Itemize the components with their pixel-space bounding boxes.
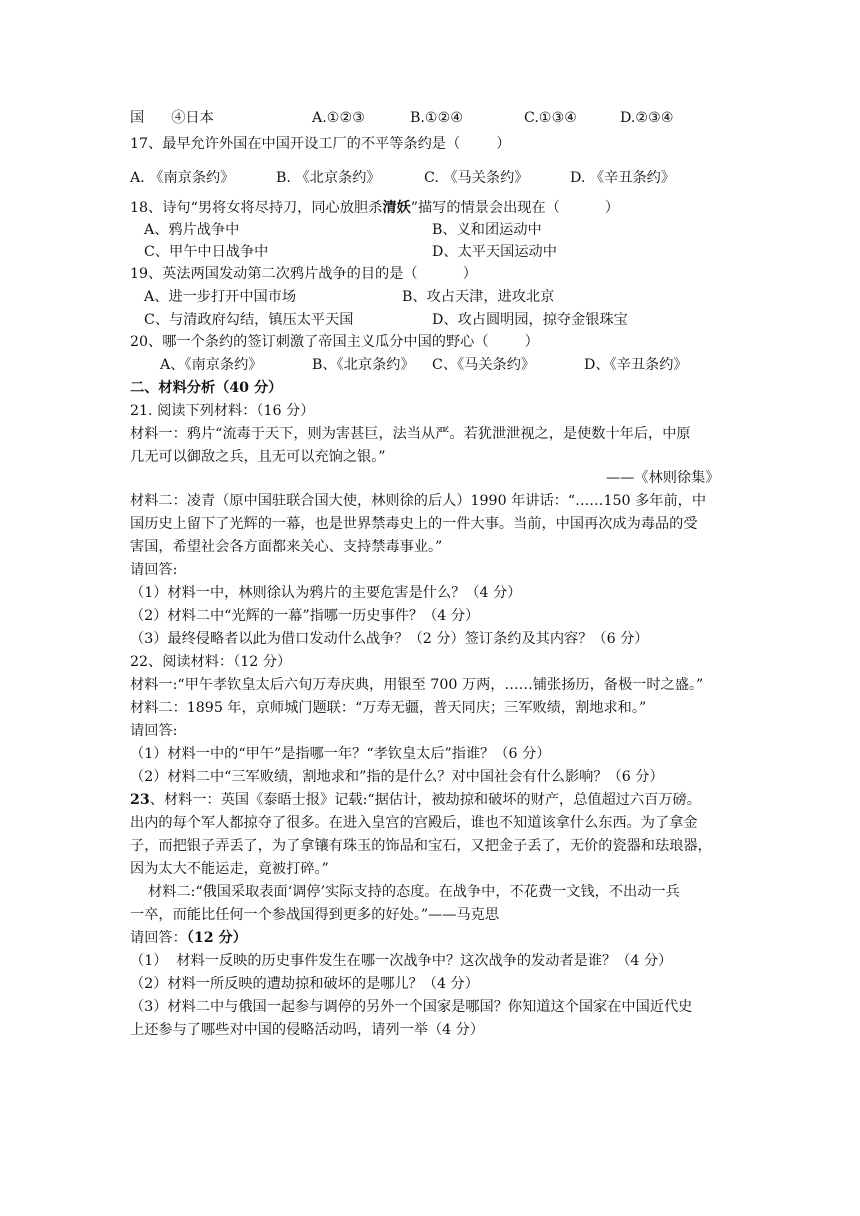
q23-sub-1: （1） 材料一反映的历史事件发生在哪一次战争中？这次战争的发动者是谁？（4 分） [130,953,673,969]
q21-material-2-line-1: 材料二：凌青（原中国驻联合国大使，林则徐的后人）1990 年讲话：“……150 多年前，中 [130,493,707,509]
q21-prompt: 请回答: [130,562,178,578]
q23-points: （12 分） [186,930,247,946]
q23-material-2-line-1: 材料二:“俄国采取表面‘调停’实际支持的态度。在战争中，不花费一文钱，不出动一兵 [148,884,680,900]
q16-choice-a: A.①②③ [312,110,365,126]
q17-choice-b: B. 《北京条约》 [276,170,381,186]
q21-sub-1: （1）材料一中，林则徐认为鸦片的主要危害是什么？（4 分） [130,585,522,601]
q21-sub-2: （2）材料二中“光辉的一幕”指哪一历史事件？（4 分） [130,608,480,624]
q16-option-tail: 国 ④日本 [130,110,214,126]
q21-source: ——《林则徐集》 [606,470,720,486]
q22-heading: 22、阅读材料：（12 分） [130,654,292,670]
q22-sub-2: （2）材料二中“三军败绩，割地求和”指的是什么？对中国社会有什么影响？（6 分） [130,769,664,785]
q21-material-2-line-3: 害国，希望社会各方面都来关心、支持禁毒事业。” [130,539,443,555]
q19-choice-d: D、攻占圆明园，掠夺金银珠宝 [432,312,628,328]
q19-choice-a: A、进一步打开中国市场 [144,289,297,305]
q20-choice-b: B、《北京条约》 [312,357,415,373]
q16-choice-c: C.①③④ [524,110,578,126]
q19-choice-b: B、攻占天津，进攻北京 [402,289,555,305]
q20-choice-a: A、《南京条约》 [160,357,263,373]
q23-material-1-line-4: 因为太大不能运走，竟被打碎。” [130,861,329,877]
q17-choice-c: C. 《马关条约》 [424,170,529,186]
q21-heading: 21. 阅读下列材料：（16 分） [130,403,315,419]
q23-number: 23 [130,792,150,808]
q22-prompt: 请回答: [130,723,178,739]
q22-material-1: 材料一:“甲午孝钦皇太后六旬万寿庆典，用银至 700 万两，……铺张扬历，备极一时之盛。” [130,677,704,693]
q20-question: 20、哪一个条约的签订刺激了帝国主义瓜分中国的野心（ ） [130,334,539,350]
q16-choice-b: B.①②④ [410,110,464,126]
q20-choice-d: D、《辛丑条约》 [584,357,688,373]
q21-material-2-line-2: 国历史上留下了光辉的一幕，也是世界禁毒史上的一件大事。当前，中国再次成为毒品的受 [130,516,698,532]
q19-question: 19、英法两国发动第二次鸦片战争的目的是（ ） [130,266,477,282]
q23-sub-2: （2）材料一所反映的遭劫掠和破坏的是哪儿？（4 分） [130,976,479,992]
q23-sub-3-line-1: （3）材料二中与俄国一起参与调停的另外一个国家是哪国？你知道这个国家在中国近代史 [130,999,693,1015]
q23-prompt: 请回答：（12 分） [130,930,247,946]
q16-choice-d: D.②③④ [620,110,674,126]
q22-sub-1: （1）材料一中的“甲午”是指哪一年？“孝钦皇太后”指谁？（6 分） [130,746,551,762]
q17-choice-d: D. 《辛丑条约》 [570,170,676,186]
q23-material-2-line-2: 一卒，而能比任何一个参战国得到更多的好处。”——马克思 [130,907,500,923]
q21-material-1-line-1: 材料一：鸦片“流毒于天下，则为害甚巨，法当从严。若犹泄泄视之，是使数十年后，中原 [130,426,691,442]
q18-choice-d: D、太平天国运动中 [432,244,557,260]
q18-choice-b: B、义和团运动中 [432,222,542,238]
q17-choice-a: A. 《南京条约》 [130,170,235,186]
q21-sub-3: （3）最终侵略者以此为借口发动什么战争？（2 分）签订条约及其内容？（6 分） [130,631,649,647]
section-2-heading: 二、材料分析（40 分） [130,380,283,396]
q20-choice-c: C、《马关条约》 [432,357,536,373]
q23-material-1-line-3: 子，而把银子弄丢了，为了拿镶有珠玉的饰品和宝石，又把金子丢了，无价的瓷器和珐琅器， [130,838,712,854]
q18-bold-term: 清妖 [382,200,411,216]
q18-choice-c: C、甲午中日战争中 [144,244,269,260]
q18-choice-a: A、鸦片战争中 [144,222,240,238]
q23-material-1-line-1: 23、材料一：英国《泰晤士报》记载:“据估计，被劫掠和破坏的财产，总值超过六百万磅。 [130,792,701,808]
q21-material-1-line-2: 几无可以御敌之兵，且无可以充饷之银。” [130,449,386,465]
q22-material-2: 材料二：1895 年，京师城门题联：“万寿无疆，普天同庆；三军败绩，割地求和。” [130,700,647,716]
q18-question: 18、诗句“男将女将尽持刀，同心放胆杀清妖”描写的情景会出现在（ ） [130,200,620,216]
q17-question: 17、最早允许外国在中国开设工厂的不平等条约是（ ） [130,136,511,152]
q19-choice-c: C、与清政府勾结，镇压太平天国 [144,312,354,328]
q23-sub-3-line-2: 上还参与了哪些对中国的侵略活动吗，请列一举（4 分） [130,1022,485,1038]
q23-material-1-line-2: 出内的每个军人都掠夺了很多。在进入皇宫的宫殿后，谁也不知道该拿什么东西。为了拿金 [130,815,698,831]
